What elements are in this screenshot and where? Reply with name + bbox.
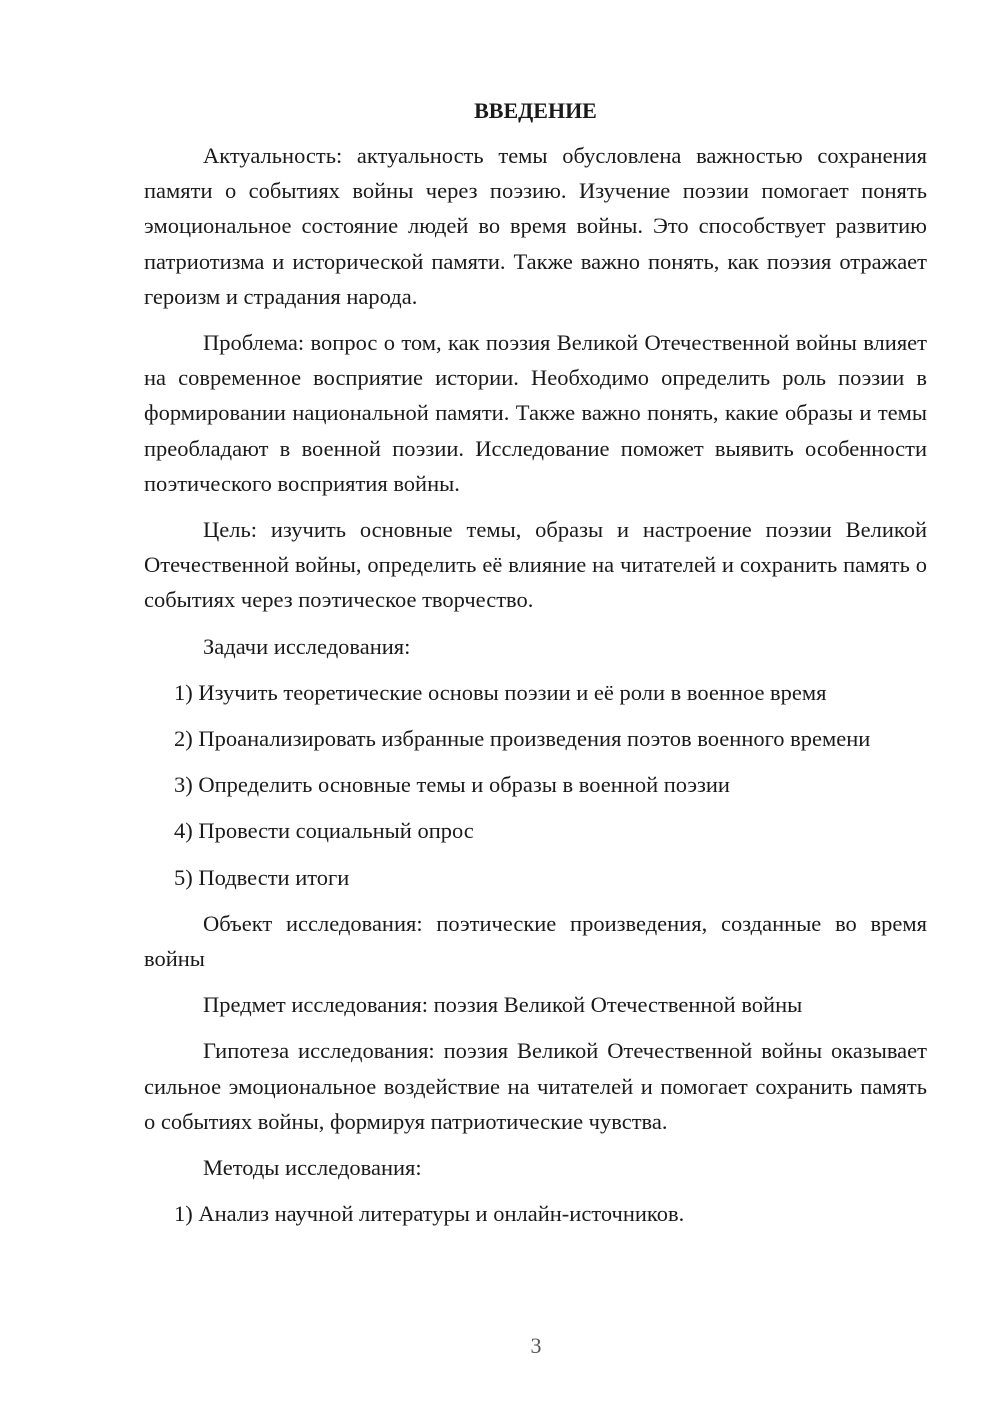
relevance-paragraph: Актуальность: актуальность темы обусловлена важностью сохранения памяти о событиях войны через поэзию. Изучение поэзии помогает понять эмоциональное состояние людей во время войны. Это способствует развитию патриотизма и исторической памяти. Также важно понять, как поэзия отражает героизм и страдания народа.: [144, 143, 927, 309]
object-paragraph: Объект исследования: поэтические произведения, созданные во время войны: [144, 910, 927, 972]
subject-paragraph: Предмет исследования: поэзия Великой Отечественной войны: [203, 992, 803, 1018]
methods-heading: Методы исследования:: [203, 1155, 422, 1181]
hypothesis-paragraph: Гипотеза исследования: поэзия Великой Отечественной войны оказывает сильное эмоциональное воздействие на читателей и помогает сохранить память о событиях войны, формируя патриотические чувства.: [144, 1038, 927, 1134]
method-item: 1) Анализ научной литературы и онлайн-источников.: [174, 1201, 685, 1227]
page-number: 3: [530, 1333, 542, 1358]
tasks-heading: Задачи исследования:: [203, 633, 411, 659]
problem-paragraph: Проблема: вопрос о том, как поэзия Великой Отечественной войны влияет на современное восприятие истории. Необходимо определить роль поэзии в формировании национальной памяти. Также важно понять, какие образы и темы преобладают в военной поэзии. Исследование поможет выявить особенности поэтического восприятия войны.: [144, 330, 927, 496]
task-item: 4) Провести социальный опрос: [174, 818, 474, 844]
task-item: 3) Определить основные темы и образы в военной поэзии: [174, 772, 730, 798]
task-item: 1) Изучить теоретические основы поэзии и её роли в военное время: [174, 679, 827, 705]
task-item: 2) Проанализировать избранные произведения поэтов военного времени: [174, 726, 871, 752]
section-title: ВВЕДЕНИЕ: [474, 98, 597, 123]
page-content: [144, 95, 927, 1242]
task-item: 5) Подвести итоги: [174, 864, 350, 890]
goal-paragraph: Цель: изучить основные темы, образы и настроение поэзии Великой Отечественной войны, определить её влияние на читателей и сохранить память о событиях через поэтическое творчество.: [144, 517, 927, 613]
